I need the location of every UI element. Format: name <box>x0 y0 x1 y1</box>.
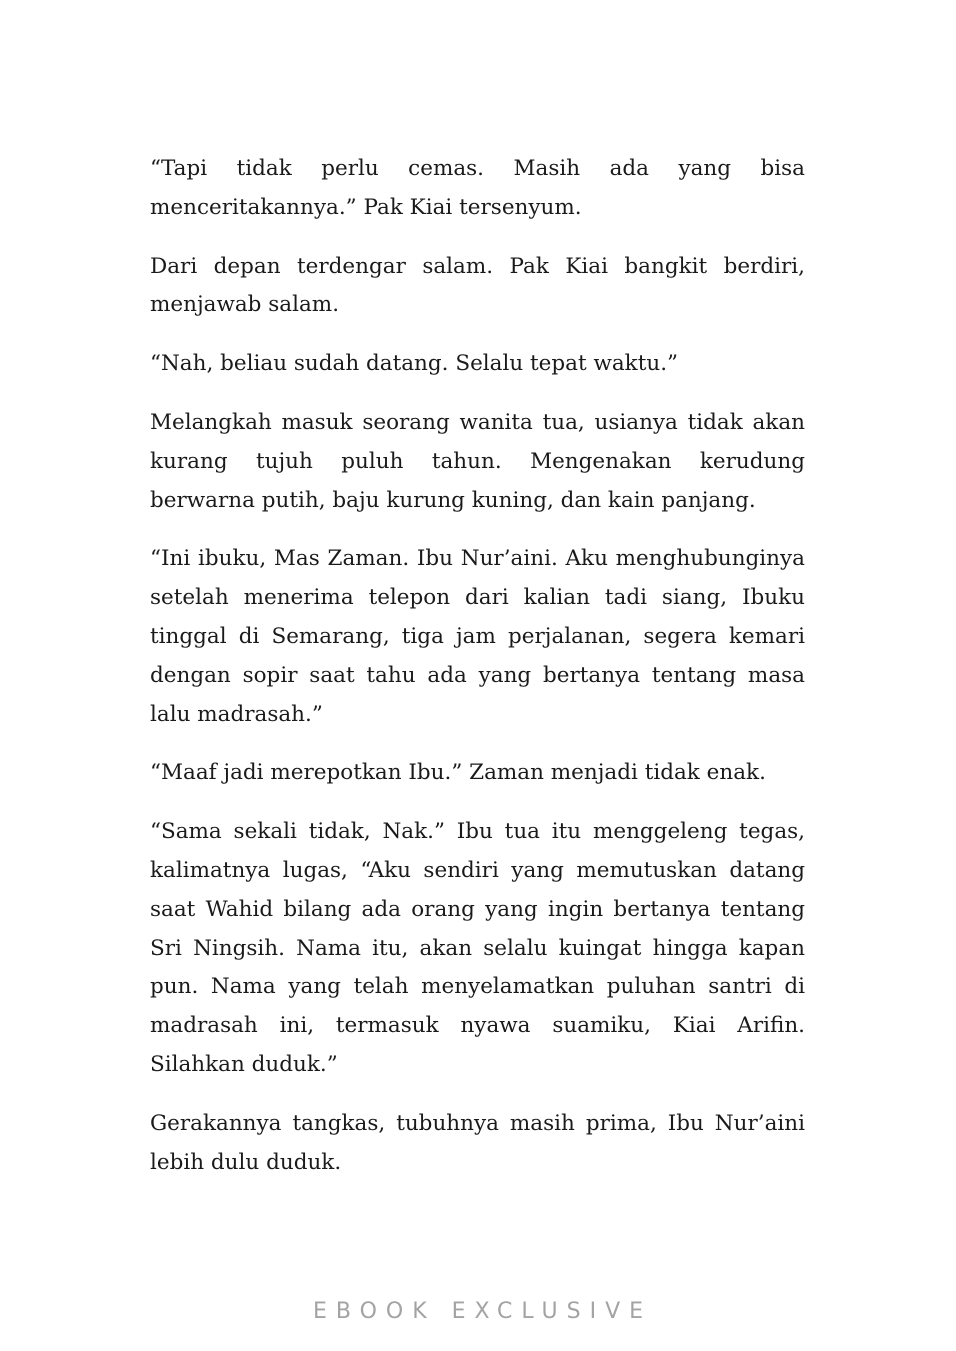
ebook-exclusive-footer: EBOOK EXCLUSIVE <box>312 1299 653 1324</box>
paragraph-7: “Sama sekali tidak, Nak.” Ibu tua itu menggeleng tegas, kalimatnya lugas, “Aku sendiri yang memutuskan datang saat Wahid bilang ada orang yang ingin bertanya tentang Sri Ningsih. Nama itu, akan selalu kuingat hingga kapan pun. Nama yang telah menyelamatkan puluhan santri di madrasah ini, termasuk nyawa suamiku, Kiai Arifin. Silahkan duduk.” <box>150 819 805 1077</box>
page-body <box>150 150 805 1202</box>
paragraph-5: “Ini ibuku, Mas Zaman. Ibu Nur’aini. Aku menghubunginya setelah menerima telepon dari kalian tadi siang, Ibuku tinggal di Semarang, tiga jam perjalanan, segera kemari dengan sopir saat tahu ada yang bertanya tentang masa lalu madrasah.” <box>150 546 805 727</box>
paragraph-4: Melangkah masuk seorang wanita tua, usianya tidak akan kurang tujuh puluh tahun. Mengenakan kerudung berwarna putih, baju kurung kuning, dan kain panjang. <box>150 409 805 513</box>
paragraph-2: Dari depan terdengar salam. Pak Kiai bangkit berdiri, menjawab salam. <box>150 253 805 318</box>
paragraph-1: “Tapi tidak perlu cemas. Masih ada yang bisa menceritakannya.” Pak Kiai tersenyum. <box>150 156 805 220</box>
paragraph-8: Gerakannya tangkas, tubuhnya masih prima, Ibu Nur’aini lebih dulu duduk. <box>150 1110 805 1175</box>
paragraph-6: “Maaf jadi merepotkan Ibu.” Zaman menjadi tidak enak. <box>150 760 766 786</box>
paragraph-3: “Nah, beliau sudah datang. Selalu tepat waktu.” <box>150 351 679 377</box>
